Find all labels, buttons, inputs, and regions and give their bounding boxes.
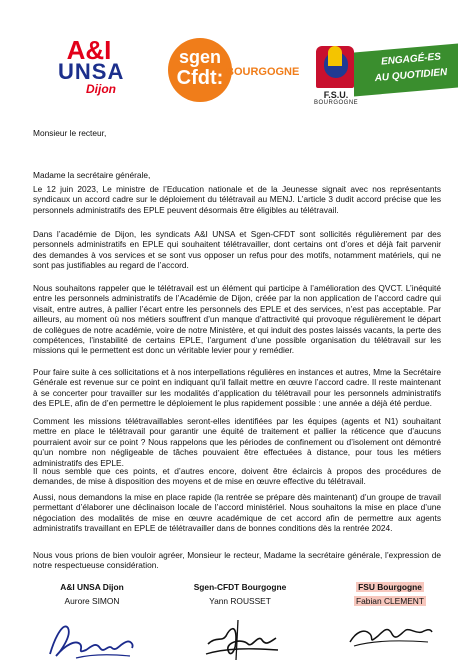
paragraph-8: Nous vous prions de bien vouloir agréer, Monsieur le recteur, Madame la secrétaire générale, l’expression de notre respectueuse considération.: [33, 550, 441, 571]
signature-name: Aurore SIMON: [64, 596, 120, 606]
salutation-secretaire: Madame la secrétaire générale,: [33, 170, 151, 180]
signature-org: A&I UNSA Dijon: [60, 582, 124, 592]
fsu-mark-top: [328, 46, 342, 66]
sgen-logo-line2: Cfdt:: [176, 67, 224, 89]
header-logos: [0, 35, 474, 108]
paragraph-7: Aussi, nous demandons la mise en place rapide (la rentrée se prépare dès maintenant) d’un groupe de travail permettant d’élaborer une déclinaison locale de l’accord ministériel. Nous souhaitons la mise en place d’une négociation des modalités de mise en œuvre académique de cet accord afin de permettre aux agents administratifs travaillant en EPLE de télétravailler dans de bonnes conditions dès la rentrée 2024.: [33, 492, 441, 534]
handwritten-signature-icon: [344, 614, 436, 654]
signature-name: Yann ROUSSET: [209, 596, 271, 606]
paragraph-2: Dans l’académie de Dijon, les syndicats A&I UNSA et Sgen-CFDT sont sollicités régulièrement par des personnels administratifs en EPLE qui souhaitent télétravailler, dont certains ont d’ores et déjà fait parvenir des demandes à vos services et se sont vus opposer un refus pour des motifs, notamment matériels, qui ne sont pas justifiables au regard de l’accord.: [33, 229, 441, 271]
fsu-logo-region: BOURGOGNE: [314, 100, 359, 106]
sgen-logo-region: BOURGOGNE: [226, 66, 300, 78]
aei-logo-mid: UNSA: [58, 59, 125, 84]
aei-unsa-logo: [58, 35, 125, 96]
paragraph-4: Pour faire suite à ces sollicitations et à nos interpellations régulières en instances et autres, Mme la Secrétaire Générale est revenue sur ce point en indiquant qu’il fallait mettre en œuvre l’accord cadre. Il reste maintenant à se concerter pour travailler sur les modalités d’application du télétravail pour les personnels administratifs des EPLE, afin de d’en permettre le déploiement le plus rapidement possible : une année a déjà été perdue.: [33, 367, 441, 409]
signature-org: Sgen-CFDT Bourgogne: [193, 582, 287, 592]
fsu-slogan-line1: ENGAGÉ-ES: [380, 51, 442, 68]
paragraph-6: Il nous semble que ces points, et d’autres encore, doivent être éclaircis à propos des procédures de demandes, de mise à disposition des moyens et de mise en œuvre effective du télétravail.: [33, 466, 441, 487]
salutation-recteur: Monsieur le recteur,: [33, 128, 107, 138]
signature-aei: [22, 582, 162, 606]
handwritten-signature-icon: [202, 614, 282, 664]
paragraph-5: Comment les missions télétravaillables seront-elles identifiées par les équipes (agents et N1) souhaitant mettre en place le télétravail pour garantir une équité de traitement et pallier la réticence que d’aucuns pourraient avoir sur ce point ? Nous rappelons que les périodes de confinement ou d’isolement ont démontré qu’un nombre non négligeable de tâches pouvaient être effectuées à distance, pour tous les métiers administratifs des EPLE.: [33, 416, 441, 468]
aei-logo-city: Dijon: [86, 82, 116, 96]
signature-sgen: [170, 582, 310, 606]
fsu-logo-name: F.S.U.: [323, 90, 349, 100]
fsu-slogan-line2: AU QUOTIDIEN: [374, 66, 448, 85]
paragraph-1: Le 12 juin 2023, Le ministre de l’Education nationale et de la Jeunesse signait avec nos représentants syndicaux un accord cadre sur le déploiement du télétravail au MENJ. L’article 3 dudit accord précise que les personnels administratifs des EPLE peuvent désormais être éligibles au télétravail.: [33, 184, 441, 215]
signature-name: Fabian CLEMENT: [356, 596, 424, 606]
sgen-logo-line1: sgen: [178, 47, 221, 67]
signature-fsu: [320, 582, 460, 606]
aei-logo-top: A&I: [66, 35, 112, 65]
signature-org: FSU Bourgogne: [358, 582, 422, 592]
paragraph-3: Nous souhaitons rappeler que le télétravail est un élément qui participe à l’amélioration des QVCT. L’inéquité entre les personnels administratifs de l’Académie de Dijon, créée par la non application de l’accord cadre qui visait, entre autres, à pallier l’écart entre les personnels des EPLE et des services, n’est pas acceptable. Par ailleurs, au moment où nos métiers souffrent d’un manque d’attractivité qui provoque régulièrement le départ de collègues de notre académie, voire de notre Ministère, et qui induit des postes laissés vacants, la perte des compétences, l’instabilité de certains EPLE, l’argument d’une possible organisation du télétravail sur les missions qui le permettent est donc un véritable levier pour y remédier.: [33, 283, 441, 356]
handwritten-signature-icon: [46, 614, 138, 664]
